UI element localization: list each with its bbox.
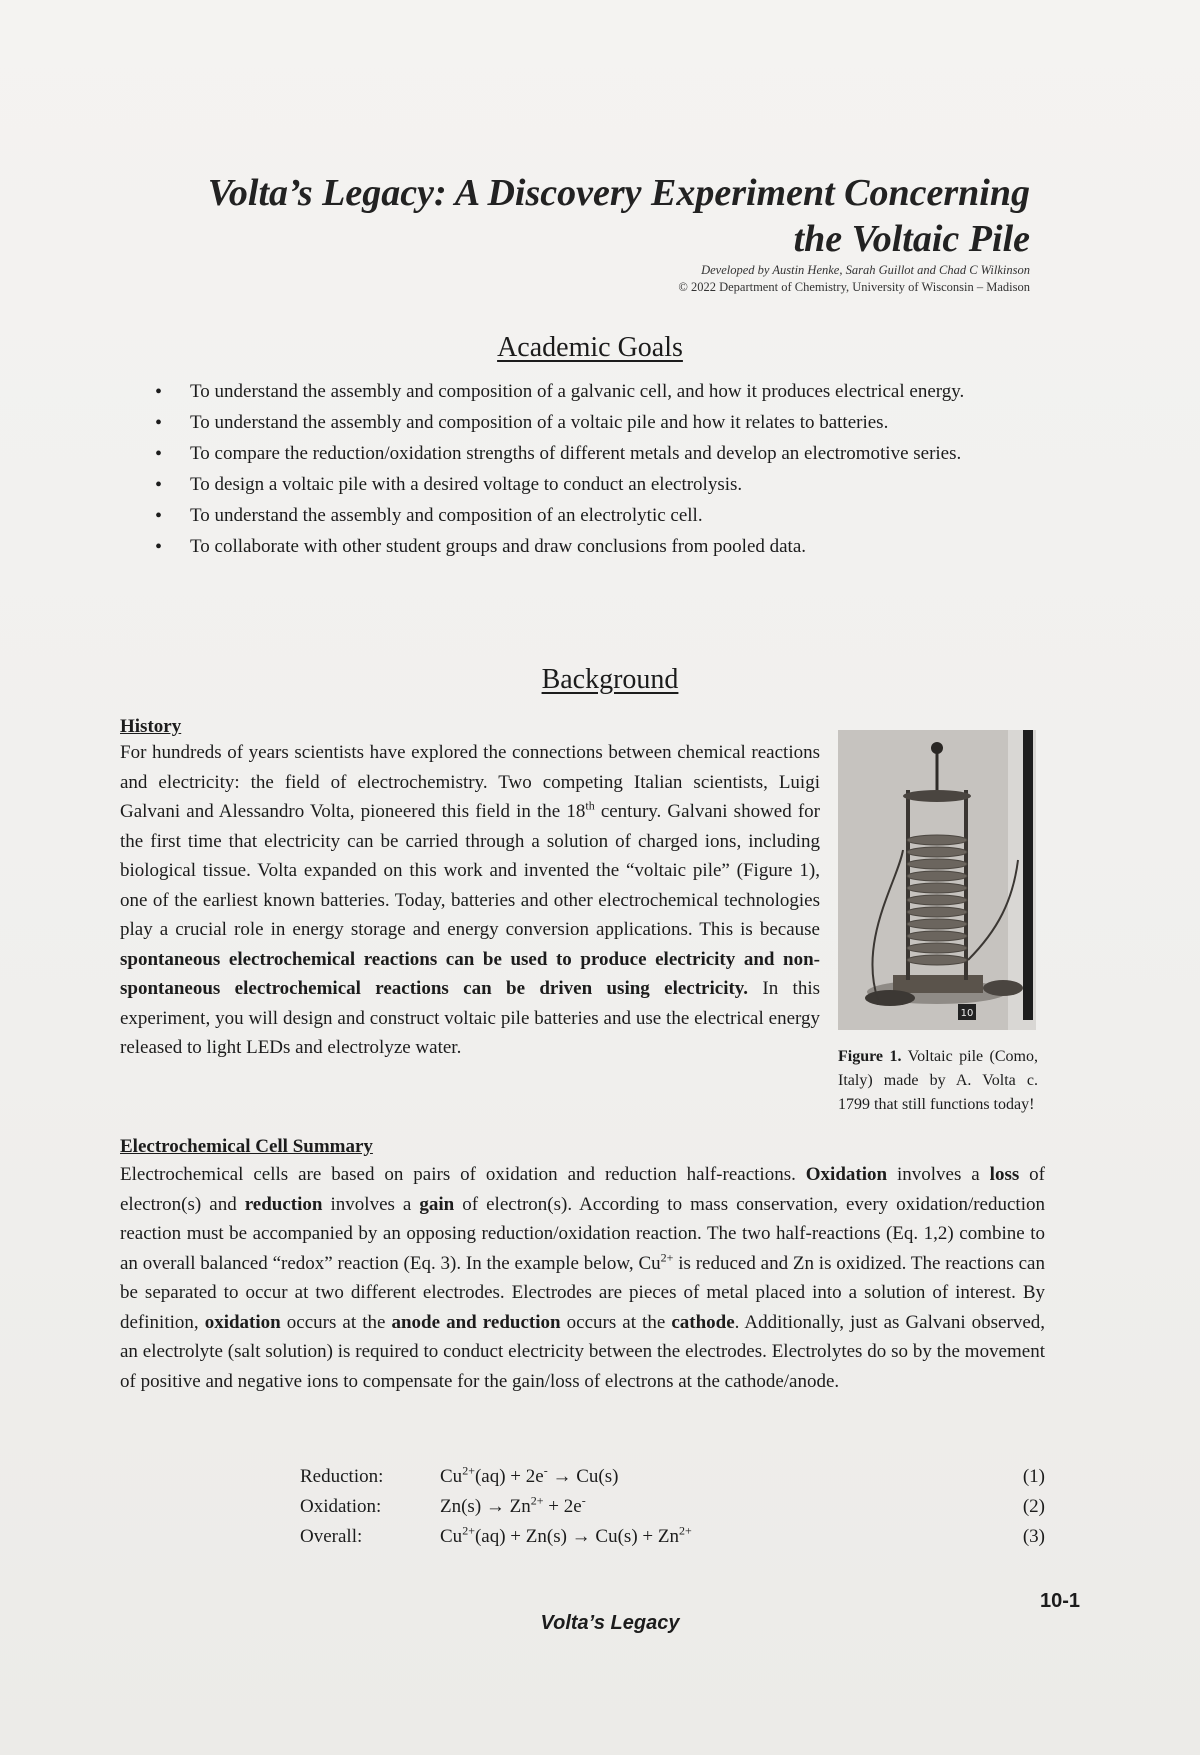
history-paragraph bbox=[120, 738, 820, 1063]
ecs-text: . Additionally, just as Galvani observed, an electrolyte (salt solution) is required to conduct electricity between the electrodes. Electrolytes do so by the movement of positive and negative ions to compensate for the gain/loss of electrons at the cathode/anode. bbox=[120, 1311, 1046, 1392]
photo-tag: 10 bbox=[960, 1008, 974, 1019]
superscript: 2+ bbox=[660, 1250, 674, 1265]
ecs-bold: loss bbox=[989, 1164, 1020, 1185]
ecs-text: occurs at the bbox=[280, 1311, 392, 1333]
background-heading: Background bbox=[541, 664, 679, 695]
ecs-text: is reduced and Zn is oxidized. The reactions can be separated to occur at two different electrodes. Electrodes are pieces of metal placed into a solution of interest. By definition, bbox=[120, 1252, 1045, 1333]
goal-item: • To understand the assembly and composition of a voltaic pile and how it relates to batteries. bbox=[150, 411, 1000, 435]
goal-item: • To understand the assembly and composition of a galvanic cell, and how it produces electrical energy. bbox=[150, 380, 1000, 404]
page-number: 10-1 bbox=[1040, 1590, 1081, 1612]
equation-row bbox=[300, 1462, 1045, 1492]
copyright: © 2022 Department of Chemistry, University of Wisconsin – Madison bbox=[678, 280, 1030, 294]
ecs-text: occurs at the bbox=[560, 1311, 672, 1333]
academic-goals-list bbox=[150, 380, 1000, 566]
figure-caption-text: Voltaic pile (Como, Italy) made by A. Volta c. 1799 that still functions today! bbox=[838, 1048, 1038, 1113]
history-bold-statement: spontaneous electrochemical reactions can be used to produce electricity and non-spontaneous electrochemical reactions can be driven using electricity. bbox=[120, 948, 820, 999]
electrochemical-cell-summary-heading: Electrochemical Cell Summary bbox=[120, 1136, 373, 1157]
superscript-th: th bbox=[585, 798, 595, 813]
equation-number: (3) bbox=[1022, 1526, 1045, 1547]
voltaic-pile-photo bbox=[838, 730, 1036, 1030]
history-text-1: For hundreds of years scientists have explored the connections between chemical reactions and electricity: the field of electrochemistry. Two competing Italian scientists, Luigi Galvani and Alessandro Volta, pioneered this field in the 18 bbox=[120, 742, 820, 822]
equation-expression: $Zn(s) \to Zn^{2+} + 2e^-$ bbox=[440, 1493, 586, 1517]
academic-goals-heading: Academic Goals bbox=[497, 332, 683, 363]
ecs-text: Electrochemical cells are based on pairs of oxidation and reduction half-reactions. bbox=[120, 1164, 806, 1185]
ecs-text: of electron(s). According to mass conservation, every oxidation/reduction reaction must be accompanied by an opposing reduction/oxidation reaction. The two half-reactions (Eq. 1,2) combine to an overall balanced “redox” reaction (Eq. 3). In the example below, Cu bbox=[120, 1193, 1045, 1274]
figure-label: Figure 1. bbox=[838, 1048, 902, 1065]
equation-label: Overall: bbox=[300, 1526, 363, 1547]
ecs-bold: reduction bbox=[244, 1193, 323, 1215]
ecs-bold: cathode bbox=[671, 1311, 735, 1333]
history-text-2: century. Galvani showed for the first time that electricity can be carried through a solution of charged ions, including biological tissue. Volta expanded on this work and invented the “voltaic pile” (Figure 1), one of the earliest known batteries. Today, batteries and other electrochemical technologies play a crucial role in energy storage and energy conversion applications. This is because bbox=[120, 801, 820, 940]
equation-label: Oxidation: bbox=[300, 1496, 382, 1517]
title-line-2: the Voltaic Pile bbox=[793, 218, 1030, 260]
equation-row bbox=[300, 1522, 1045, 1552]
goal-item: • To design a voltaic pile with a desired voltage to conduct an electrolysis. bbox=[150, 473, 1000, 497]
equation-number: (1) bbox=[1022, 1466, 1045, 1487]
voltaic-pile-illustration bbox=[838, 730, 1036, 1030]
electrochemical-cell-paragraph bbox=[120, 1160, 1045, 1396]
figure-caption bbox=[838, 1045, 1038, 1117]
goal-item: • To understand the assembly and composition of an electrolytic cell. bbox=[150, 504, 1000, 528]
ecs-text: involves a bbox=[322, 1193, 420, 1215]
ecs-bold: gain bbox=[419, 1193, 455, 1215]
ecs-text: of electron(s) and bbox=[120, 1164, 1046, 1215]
footer-title: Volta’s Legacy bbox=[540, 1612, 680, 1634]
equation-expression: $Cu^{2+}(aq) + 2e^- \to Cu(s)$ bbox=[440, 1463, 619, 1487]
ecs-bold: Oxidation bbox=[805, 1164, 888, 1185]
title-line-1: Volta’s Legacy: A Discovery Experiment Concerning bbox=[207, 172, 1030, 214]
equation-expression: $Cu^{2+}(aq) + Zn(s) \to Cu(s) + Zn^{2+}$ bbox=[440, 1523, 692, 1547]
history-text-3: In this experiment, you will design and construct voltaic pile batteries and use the electrical energy released to light LEDs and electrolyze water. bbox=[120, 978, 821, 1058]
ecs-bold: anode and reduction bbox=[391, 1311, 561, 1333]
document-title bbox=[150, 170, 1030, 262]
equation-row bbox=[300, 1492, 1045, 1522]
history-heading: History bbox=[120, 716, 182, 737]
ecs-bold: oxidation bbox=[204, 1311, 281, 1333]
ecs-text: involves a bbox=[887, 1164, 990, 1185]
equation-label: Reduction: bbox=[300, 1466, 384, 1487]
goal-item: • To collaborate with other student groups and draw conclusions from pooled data. bbox=[150, 535, 1000, 559]
goal-item: • To compare the reduction/oxidation strengths of different metals and develop an electromotive series. bbox=[150, 442, 1000, 466]
developed-by: Developed by Austin Henke, Sarah Guillot and Chad C Wilkinson bbox=[701, 263, 1030, 277]
credits bbox=[500, 262, 1030, 296]
equation-number: (2) bbox=[1022, 1496, 1045, 1517]
equations-table bbox=[300, 1462, 1045, 1552]
